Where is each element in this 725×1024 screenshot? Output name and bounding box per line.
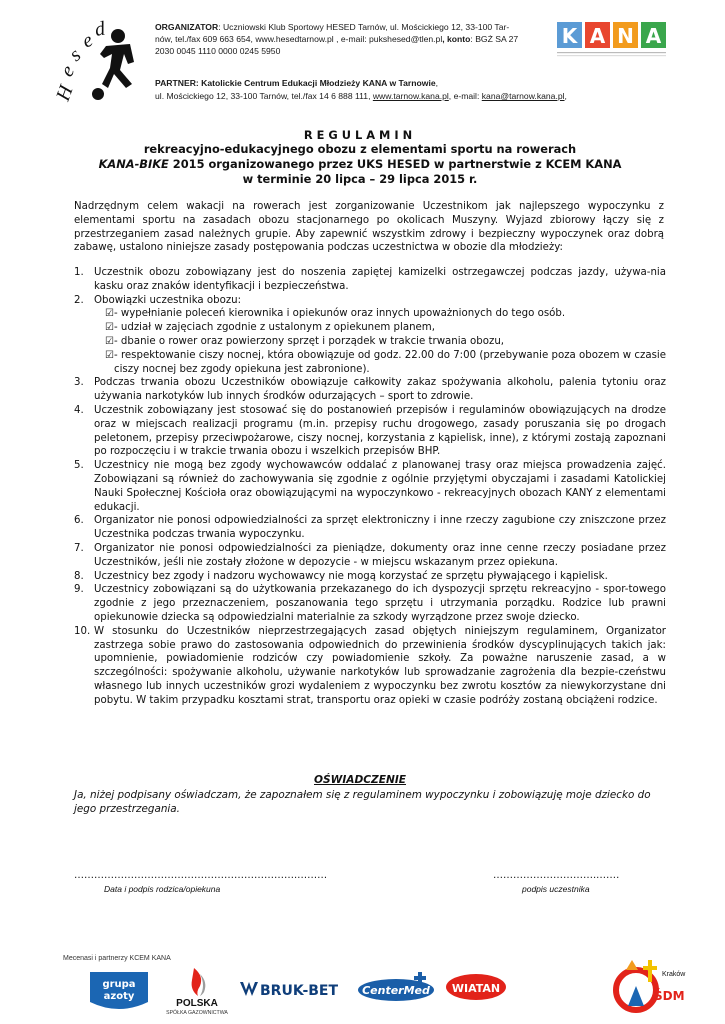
partner-block [155,77,625,102]
svg-text:K: K [561,24,578,48]
rule-text: Obowiązki uczestnika obozu: [94,294,242,306]
partner-name-comma: , [435,78,439,88]
organizer-line-2: nów, tel./fax 609 663 654, www.hesedtarnow.pl , e-mail: pukshesed@tlen.pl [155,34,443,44]
participant-signature-label: podpis uczestnika [522,884,590,894]
organizer-line-3: 2030 0045 1110 0000 0245 5950 [155,46,281,56]
title-kana-bike: KANA-BIKE [98,157,169,171]
rule-number: 7. [74,542,84,554]
parent-signature-line: ………………………………………………………….……… [74,870,328,881]
title-regulamin: REGULAMIN [303,128,417,142]
organizer-line-1: : Uczniowski Klub Sportowy HESED Tarnów, ul. Mościckiego 12, 33-100 Tar- [218,22,510,32]
svg-text:A: A [645,24,662,48]
rule-number: 3. [74,377,84,389]
organizer-block [155,21,545,57]
rule-number: 5. [74,460,84,472]
konto-label: , konto [442,34,471,44]
partner-address-end: , [564,91,567,101]
rule-text: Organizator nie ponosi odpowiedzialności za pieniądze, dokumenty oraz inne cenne rzeczy posiadane przez Uczestników, jeśli nie zostały złożone w depozycie - w miejscu wskazanym przez opiekuna. [94,542,666,568]
rule-item [74,625,666,708]
grupa-azoty-text-1: grupa [102,979,136,990]
organizer-account-start: : BGŻ SA 27 [470,34,519,44]
duty-item [94,349,666,377]
centermed-logo [356,970,438,1004]
polska-subtext: SPÓŁKA GAZOWNICTWA [166,1010,228,1016]
bruk-bet-logo [238,976,348,1002]
duty-text: - wypełnianie poleceń kierownika i opiekunów oraz innych upoważnionych do tego osób. [114,308,566,320]
wiatan-logo [444,970,508,1004]
checkbox-icon: ☑ [105,349,114,361]
title-dates: w terminie 20 lipca – 29 lipca 2015 r. [242,172,478,186]
rule-item [74,459,666,514]
checkbox-icon: ☑ [105,322,114,334]
rule-text: Uczestnicy nie mogą bez zgody wychowawców oddalać z planowanej trasy oraz miejsca prowadzenia zajęć. Zobowiązani są również do zachowywania się zgodnie z ogólnie przyjętymi obyczajami i zasadami Katolickiej Nauki Społecznej Kościoła oraz obowiązującymi na wypoczynkowo - rekreacyjnych obozach KANY z elementami edukacji. [94,460,666,513]
checkbox-icon: ☑ [105,335,114,347]
centermed-text: CenterMed [362,984,430,997]
duty-text: - udział w zajęciach zgodnie z ustalonym z opiekunem planem, [114,322,435,334]
grupa-azoty-text-2: azoty [103,991,135,1002]
sdm-text: ŚDM [654,989,685,1003]
sponsors-label: Mecenasi i partnerzy KCEM KANA [63,955,171,962]
duties-list [94,307,666,376]
svg-text:e: e [78,28,97,53]
title-line-3-rest: 2015 organizowanego przez UKS HESED w partnerstwie z KCEM KANA [168,157,622,171]
duty-item [94,307,666,321]
duty-text: - respektowanie ciszy nocnej, która obowiązuje od godz. 22.00 do 7:00 (przebywanie poza obozem w czasie ciszy nocnej bez zgody opiekuna jest zabronione). [114,349,666,375]
rule-item [74,583,666,624]
partner-address: ul. Mościckiego 12, 33-100 Tarnów, tel./fax 14 6 888 111, [155,91,373,101]
svg-text:s: s [65,43,86,66]
svg-text:A: A [589,24,606,48]
partner-www-link[interactable]: www.tarnow.kana.pl [372,91,449,101]
intro-paragraph: Nadrzędnym celem wakacji na rowerach jest zorganizowanie Uczestnikom jak najlepszego wypoczynku z elementami sportu na zasadach obozu stacjonarnego po okolicach Muszyny. Wyjazd zbiorowy łączy się z przestrzeganiem zasad należnych grupie. Aby zapewnić wszystkim zdrowy i bezpieczny wypoczynek oraz dobrą zabawę, ustalono niniejsze zasady postępowania podczas uczestnictwa w obozie dla młodzieży: [74,201,664,254]
wiatan-text: WIATAN [451,982,501,995]
declaration-title: OŚWIADCZENIE [314,774,406,786]
bruk-bet-text: BRUK-BET [260,983,339,999]
rule-number: 1. [74,267,84,278]
rule-item [74,514,666,542]
svg-text:d: d [93,17,107,41]
svg-text:e: e [56,60,80,81]
svg-text:N: N [617,24,634,48]
svg-text:H: H [52,82,78,104]
sdm-krakow-logo [610,956,684,1018]
rule-text: Uczestnik obozu zobowiązany jest do noszenia zapiętej kamizelki ostrzegawczej podczas jazdy, używa-nia kasku oraz znaków identyfikacji i bezpieczeństwa. [94,267,666,292]
duty-text: - dbanie o rower oraz powierzony sprzęt i porządek w trakcie trwania obozu, [114,335,505,347]
rule-text: Podczas trwania obozu Uczestników obowiązuje całkowity zakaz spożywania alkoholu, palenia tytoniu oraz używania narkotyków lub innych środków odurzających – sport to zdrowie. [94,377,666,403]
rule-number: 10. [74,625,91,637]
rule-text: Uczestnicy bez zgody i nadzoru wychowawcy nie mogą korzystać ze sprzętu pływającego i kąpielisk. [94,570,608,582]
participant-signature-line: …………………………..…… [493,870,620,881]
rule-number: 6. [74,515,84,527]
rule-text: Organizator nie ponosi odpowiedzialności za sprzęt elektroniczny i inne rzeczy zagubione czy zniszczone przez Uczestnika podczas trwania wypoczynku. [94,515,666,541]
kana-logo [557,20,667,62]
hesed-logo [52,14,153,106]
partner-label: PARTNER [155,78,196,88]
title-line-3 [60,157,660,172]
organizer-label: ORGANIZATOR [155,22,219,32]
rule-item [74,570,666,584]
partner-name: : Katolickie Centrum Edukacji Młodzieży KANA w Tarnowie [195,78,436,88]
rule-number: 9. [74,584,84,596]
grupa-azoty-logo [86,968,152,1014]
rule-item [74,542,666,570]
duty-item [94,335,666,349]
checkbox-icon: ☑ [105,308,114,320]
rule-number: 4. [74,404,84,416]
title-line-2: rekreacyjno-edukacyjnego obozu z elementami sportu na rowerach [143,142,577,156]
partner-email-link[interactable]: kana@tarnow.kana.pl [481,91,565,101]
duty-item [94,321,666,335]
declaration-text: Ja, niżej podpisany oświadczam, że zapoznałem się z regulaminem wypoczynku i zobowiązuję moje dziecko do jego przestrzegania. [74,789,651,815]
rules-list [74,266,666,708]
rule-item [74,404,666,459]
rule-item [74,266,666,294]
rule-number: 2. [74,294,84,306]
rule-text: Uczestnicy zobowiązani są do użytkowania przekazanego do ich dyspozycji sprzętu rekreacyjno - spor-towego zgodnie z jego przeznaczeniem, poszanowania tego sprzętu i utrzymania porządku. Rodzice lub prawni opiekunowie dziecka są odpowiedzialni materialnie za szkody wyrządzone przez swoje dziecko. [94,584,666,623]
rule-text: W stosunku do Uczestników nieprzestrzegających zasad objętych niniejszym regulaminem, Organizator zastrzega sobie prawo do zastosowania odpowiednich do przewinienia środków dyscyplinujących takich jak: upomnienie, powiadomienie rodziców czy powiadomienie szkoły. Za poważne naruszenie zasad, a w szczególności: spożywanie alkoholu, używanie narkotyków lub sprowadzanie zagrożenia dla bezpie-czeństwu własnego lub innych uczestników grozi wydaleniem z wypoczynku bez zwrotu kosztów za niewykorzystane dni pobytu. W takim przypadku kosztami strat, transportu oraz opieki w czasie podróży zostaną obciążeni rodzice. [94,625,666,706]
sdm-city-text: Kraków [662,971,686,978]
rule-item [74,376,666,404]
partner-email-label: , e-mail: [448,91,482,101]
rule-text: Uczestnik zobowiązany jest stosować się do postanowień przepisów i regulaminów obowiązujących na drodze oraz w miejscach realizacji programu (m.in. przepisy ruchu drogowego, zasady poruszania się po drogach peletonem, przepisy przeciwpożarowe, ciszy nocnej, korzystania z kąpielisk, inne), z którymi zostają zapoznani po rozpoczęciu i w trakcie trwania obozu i wszelkich przepisów BHP. [94,404,666,458]
rule-item [74,294,666,377]
parent-signature-label: Data i podpis rodzica/opiekuna [104,884,221,894]
polska-spolka-gazownictwa-logo [160,964,234,1016]
rule-number: 8. [74,570,84,582]
polska-text: POLSKA [176,998,218,1009]
